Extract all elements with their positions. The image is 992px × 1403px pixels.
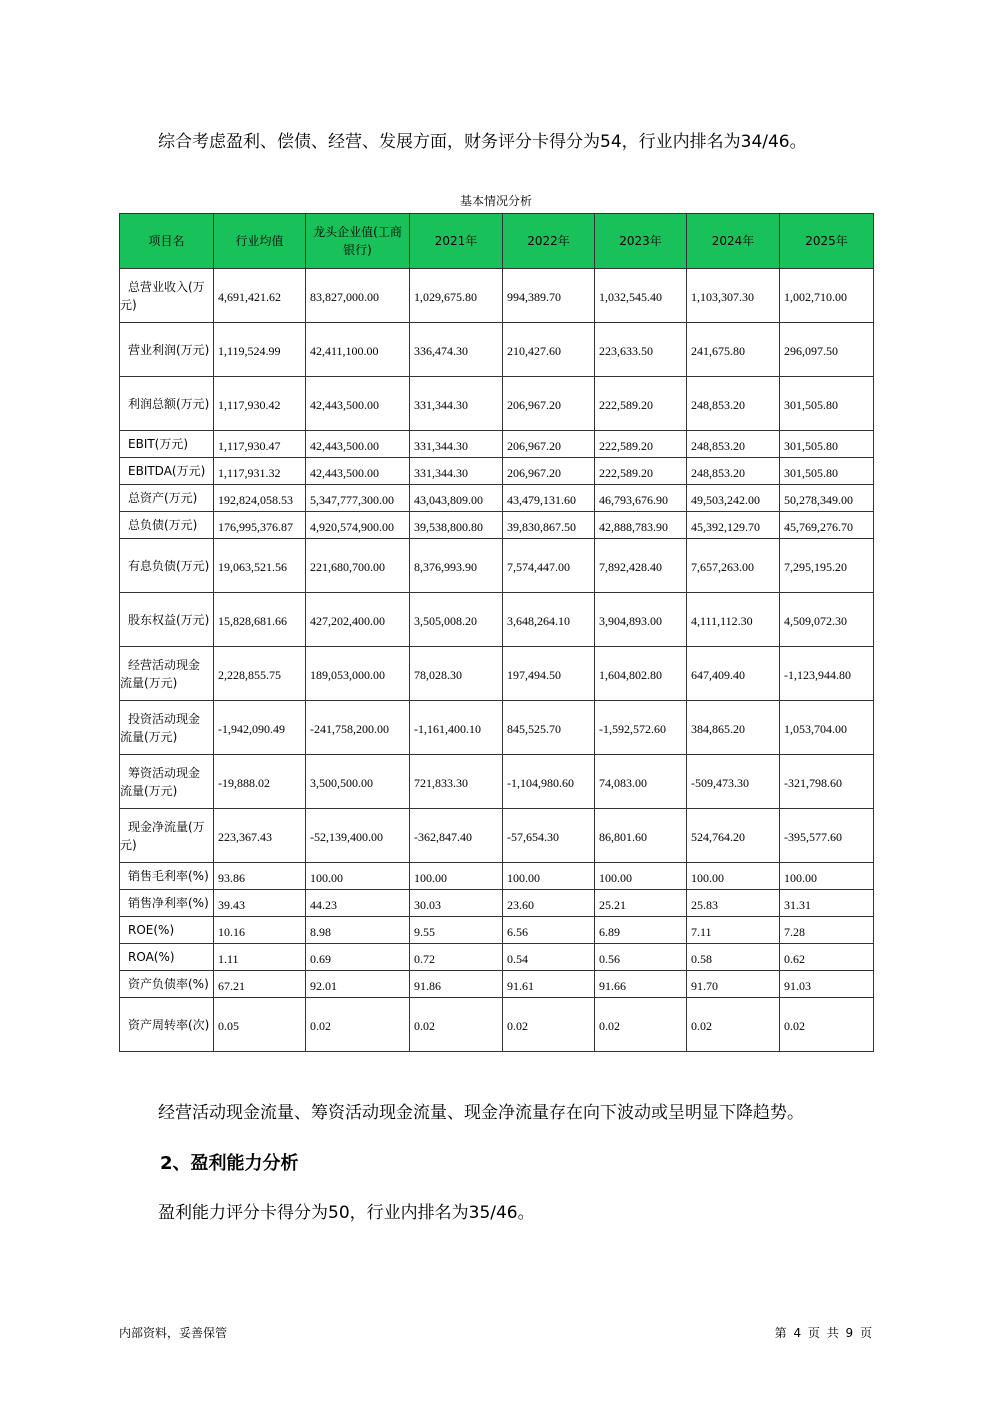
value-cell: -52,139,400.00	[306, 809, 410, 863]
footer-confidential: 内部资料，妥善保管	[119, 1326, 228, 1340]
value-cell: -1,104,980.60	[503, 755, 595, 809]
row-label-cell	[120, 512, 214, 539]
value-cell: 7,574,447.00	[503, 539, 595, 593]
value-cell: 222,589.20	[595, 431, 687, 458]
value-cell: 50,278,349.00	[780, 485, 874, 512]
value-cell: -241,758,200.00	[306, 701, 410, 755]
value-cell: 46,793,676.90	[595, 485, 687, 512]
value-cell: 1,117,930.42	[214, 377, 306, 431]
value-cell: 206,967.20	[503, 458, 595, 485]
row-label: ROA(%)	[128, 950, 175, 964]
value-cell: 301,505.80	[780, 458, 874, 485]
value-cell: 100.00	[687, 863, 780, 890]
table-row	[120, 863, 874, 890]
value-cell: 8.98	[306, 917, 410, 944]
value-cell: 74,083.00	[595, 755, 687, 809]
header-2025: 2025年	[780, 214, 874, 269]
value-cell: 42,888,783.90	[595, 512, 687, 539]
trend-paragraph: 经营活动现金流量、筹资活动现金流量、现金净流量存在向下波动或呈明显下降趋势。	[158, 1103, 804, 1123]
row-label-cell	[120, 485, 214, 512]
value-cell: 0.72	[410, 944, 503, 971]
row-label: 资产负债率(%)	[128, 977, 209, 991]
row-label: 股东权益(万元)	[128, 612, 210, 627]
row-label: 筹资活动现金流量(万元)	[120, 765, 201, 798]
value-cell: 4,691,421.62	[214, 269, 306, 323]
value-cell: 6.89	[595, 917, 687, 944]
value-cell: 100.00	[306, 863, 410, 890]
value-cell: 43,479,131.60	[503, 485, 595, 512]
value-cell: 248,853.20	[687, 458, 780, 485]
value-cell: 31.31	[780, 890, 874, 917]
value-cell: 86,801.60	[595, 809, 687, 863]
value-cell: 384,865.20	[687, 701, 780, 755]
section-title: 2、盈利能力分析	[160, 1153, 299, 1174]
row-label-cell	[120, 890, 214, 917]
value-cell: 0.02	[780, 998, 874, 1052]
value-cell: 4,509,072.30	[780, 593, 874, 647]
value-cell: 241,675.80	[687, 323, 780, 377]
value-cell: 0.02	[503, 998, 595, 1052]
header-leader-value: 龙头企业值(工商银行)	[306, 214, 410, 269]
value-cell: 1,604,802.80	[595, 647, 687, 701]
value-cell: 1,002,710.00	[780, 269, 874, 323]
table-row	[120, 971, 874, 998]
value-cell: 7,295,195.20	[780, 539, 874, 593]
value-cell: 30.03	[410, 890, 503, 917]
value-cell: 222,589.20	[595, 458, 687, 485]
value-cell: 845,525.70	[503, 701, 595, 755]
value-cell: 91.03	[780, 971, 874, 998]
value-cell: -362,847.40	[410, 809, 503, 863]
row-label: 有息负债(万元)	[128, 558, 210, 573]
value-cell: 49,503,242.00	[687, 485, 780, 512]
value-cell: 0.02	[410, 998, 503, 1052]
value-cell: 1,119,524.99	[214, 323, 306, 377]
value-cell: -1,942,090.49	[214, 701, 306, 755]
value-cell: 25.21	[595, 890, 687, 917]
value-cell: 4,111,112.30	[687, 593, 780, 647]
value-cell: 1,117,931.32	[214, 458, 306, 485]
row-label-cell	[120, 917, 214, 944]
row-label-cell	[120, 944, 214, 971]
row-label-cell	[120, 971, 214, 998]
row-label-cell	[120, 701, 214, 755]
value-cell: 91.70	[687, 971, 780, 998]
row-label-cell	[120, 647, 214, 701]
value-cell: 197,494.50	[503, 647, 595, 701]
row-label: 经营活动现金流量(万元)	[120, 657, 201, 690]
value-cell: 25.83	[687, 890, 780, 917]
value-cell: 0.58	[687, 944, 780, 971]
table-body	[120, 269, 874, 1052]
value-cell: 8,376,993.90	[410, 539, 503, 593]
value-cell: 15,828,681.66	[214, 593, 306, 647]
row-label-cell	[120, 269, 214, 323]
summary-paragraph: 综合考虑盈利、偿债、经营、发展方面，财务评分卡得分为54，行业内排名为34/46。	[158, 132, 807, 152]
value-cell: -1,161,400.10	[410, 701, 503, 755]
table-row	[120, 917, 874, 944]
value-cell: 7,657,263.00	[687, 539, 780, 593]
value-cell: 296,097.50	[780, 323, 874, 377]
value-cell: 91.86	[410, 971, 503, 998]
row-label-cell	[120, 431, 214, 458]
table-row	[120, 323, 874, 377]
value-cell: 0.02	[306, 998, 410, 1052]
value-cell: 45,392,129.70	[687, 512, 780, 539]
value-cell: 331,344.30	[410, 377, 503, 431]
table-row	[120, 890, 874, 917]
row-label: 总负债(万元)	[128, 518, 198, 532]
value-cell: 7.11	[687, 917, 780, 944]
value-cell: 92.01	[306, 971, 410, 998]
value-cell: 1,117,930.47	[214, 431, 306, 458]
header-industry-avg: 行业均值	[214, 214, 306, 269]
value-cell: 39,538,800.80	[410, 512, 503, 539]
table-row	[120, 431, 874, 458]
value-cell: 3,904,893.00	[595, 593, 687, 647]
value-cell: 78,028.30	[410, 647, 503, 701]
value-cell: 45,769,276.70	[780, 512, 874, 539]
row-label: 销售毛利率(%)	[128, 869, 209, 883]
row-label: 总资产(万元)	[128, 491, 198, 505]
table-row	[120, 944, 874, 971]
value-cell: 336,474.30	[410, 323, 503, 377]
value-cell: 721,833.30	[410, 755, 503, 809]
value-cell: 10.16	[214, 917, 306, 944]
value-cell: 91.61	[503, 971, 595, 998]
value-cell: 42,443,500.00	[306, 377, 410, 431]
value-cell: 1.11	[214, 944, 306, 971]
value-cell: 100.00	[503, 863, 595, 890]
value-cell: 2,228,855.75	[214, 647, 306, 701]
value-cell: 6.56	[503, 917, 595, 944]
value-cell: 0.02	[687, 998, 780, 1052]
row-label-cell	[120, 323, 214, 377]
value-cell: 19,063,521.56	[214, 539, 306, 593]
value-cell: -509,473.30	[687, 755, 780, 809]
table-row	[120, 647, 874, 701]
value-cell: 1,053,704.00	[780, 701, 874, 755]
row-label-cell	[120, 809, 214, 863]
value-cell: 248,853.20	[687, 377, 780, 431]
row-label: ROE(%)	[128, 923, 175, 937]
value-cell: 1,032,545.40	[595, 269, 687, 323]
value-cell: 67.21	[214, 971, 306, 998]
table-row	[120, 701, 874, 755]
value-cell: 524,764.20	[687, 809, 780, 863]
table-row	[120, 755, 874, 809]
value-cell: 0.54	[503, 944, 595, 971]
value-cell: -57,654.30	[503, 809, 595, 863]
table-row	[120, 512, 874, 539]
table-row	[120, 539, 874, 593]
header-2022: 2022年	[503, 214, 595, 269]
value-cell: 7.28	[780, 917, 874, 944]
row-label-cell	[120, 458, 214, 485]
value-cell: 192,824,058.53	[214, 485, 306, 512]
table-row	[120, 485, 874, 512]
value-cell: -1,592,572.60	[595, 701, 687, 755]
value-cell: 39,830,867.50	[503, 512, 595, 539]
value-cell: 210,427.60	[503, 323, 595, 377]
value-cell: 206,967.20	[503, 377, 595, 431]
value-cell: -19,888.02	[214, 755, 306, 809]
row-label-cell	[120, 539, 214, 593]
table-row	[120, 809, 874, 863]
financial-table	[119, 213, 874, 1052]
header-2021: 2021年	[410, 214, 503, 269]
value-cell: 23.60	[503, 890, 595, 917]
table-row	[120, 593, 874, 647]
value-cell: 176,995,376.87	[214, 512, 306, 539]
value-cell: 7,892,428.40	[595, 539, 687, 593]
row-label-cell	[120, 755, 214, 809]
value-cell: 222,589.20	[595, 377, 687, 431]
header-2024: 2024年	[687, 214, 780, 269]
row-label-cell	[120, 998, 214, 1052]
value-cell: 0.05	[214, 998, 306, 1052]
table-row	[120, 458, 874, 485]
row-label: 销售净利率(%)	[128, 896, 209, 910]
value-cell: 39.43	[214, 890, 306, 917]
value-cell: 1,103,307.30	[687, 269, 780, 323]
table-row	[120, 377, 874, 431]
value-cell: 4,920,574,900.00	[306, 512, 410, 539]
value-cell: 44.23	[306, 890, 410, 917]
value-cell: -395,577.60	[780, 809, 874, 863]
header-item-name: 项目名	[120, 214, 214, 269]
value-cell: 9.55	[410, 917, 503, 944]
value-cell: 189,053,000.00	[306, 647, 410, 701]
value-cell: 994,389.70	[503, 269, 595, 323]
value-cell: 3,500,500.00	[306, 755, 410, 809]
value-cell: 93.86	[214, 863, 306, 890]
value-cell: 221,680,700.00	[306, 539, 410, 593]
value-cell: 647,409.40	[687, 647, 780, 701]
value-cell: 91.66	[595, 971, 687, 998]
value-cell: 206,967.20	[503, 431, 595, 458]
value-cell: 0.56	[595, 944, 687, 971]
value-cell: 3,505,008.20	[410, 593, 503, 647]
value-cell: 301,505.80	[780, 431, 874, 458]
row-label: EBIT(万元)	[128, 437, 189, 451]
value-cell: 301,505.80	[780, 377, 874, 431]
value-cell: 0.02	[595, 998, 687, 1052]
value-cell: 427,202,400.00	[306, 593, 410, 647]
value-cell: 0.69	[306, 944, 410, 971]
value-cell: 100.00	[780, 863, 874, 890]
profit-paragraph: 盈利能力评分卡得分为50，行业内排名为35/46。	[158, 1203, 535, 1223]
header-2023: 2023年	[595, 214, 687, 269]
row-label-cell	[120, 377, 214, 431]
row-label-cell	[120, 863, 214, 890]
table-caption: 基本情况分析	[459, 194, 532, 208]
value-cell: 42,411,100.00	[306, 323, 410, 377]
row-label-cell	[120, 593, 214, 647]
value-cell: 100.00	[595, 863, 687, 890]
row-label: EBITDA(万元)	[128, 464, 206, 478]
value-cell: 331,344.30	[410, 431, 503, 458]
row-label: 利润总额(万元)	[128, 396, 210, 411]
value-cell: 223,367.43	[214, 809, 306, 863]
value-cell: -321,798.60	[780, 755, 874, 809]
row-label: 资产周转率(次)	[128, 1017, 210, 1032]
value-cell: 43,043,809.00	[410, 485, 503, 512]
value-cell: 331,344.30	[410, 458, 503, 485]
value-cell: 248,853.20	[687, 431, 780, 458]
table-header-row	[120, 214, 874, 269]
row-label: 营业利润(万元)	[128, 342, 210, 357]
row-label: 现金净流量(万元)	[120, 819, 205, 852]
value-cell: 100.00	[410, 863, 503, 890]
value-cell: 42,443,500.00	[306, 431, 410, 458]
value-cell: 0.62	[780, 944, 874, 971]
value-cell: 5,347,777,300.00	[306, 485, 410, 512]
table-row	[120, 269, 874, 323]
value-cell: 83,827,000.00	[306, 269, 410, 323]
value-cell: 223,633.50	[595, 323, 687, 377]
value-cell: 3,648,264.10	[503, 593, 595, 647]
footer-page-number: 第 4 页 共 9 页	[774, 1326, 872, 1340]
value-cell: -1,123,944.80	[780, 647, 874, 701]
table-row	[120, 998, 874, 1052]
row-label: 总营业收入(万元)	[120, 279, 205, 312]
value-cell: 1,029,675.80	[410, 269, 503, 323]
row-label: 投资活动现金流量(万元)	[120, 711, 201, 744]
value-cell: 42,443,500.00	[306, 458, 410, 485]
